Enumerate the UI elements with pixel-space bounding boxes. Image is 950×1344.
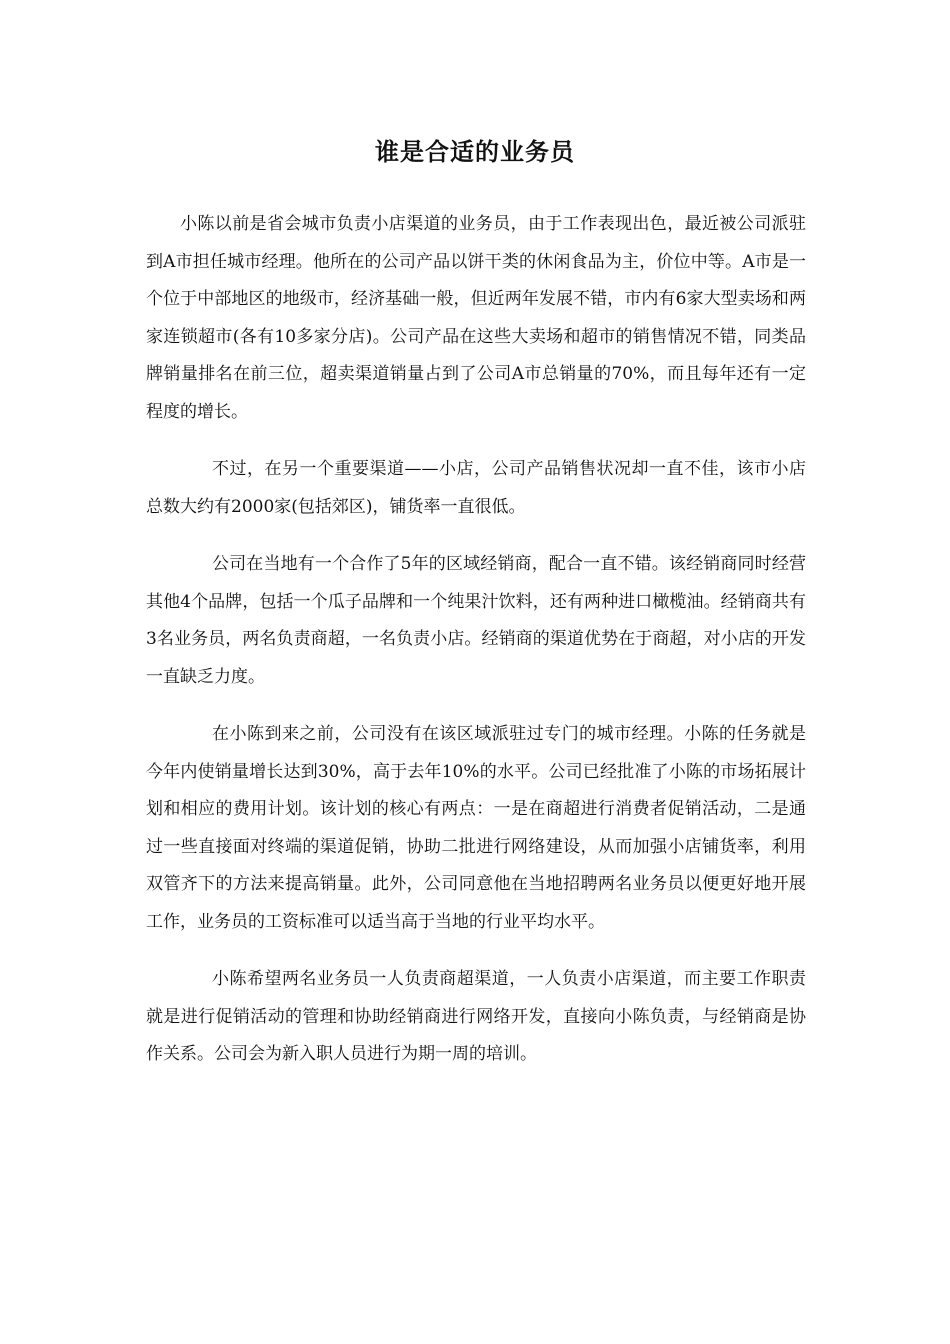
document-body xyxy=(146,206,806,1094)
document-title: 谁是合适的业务员 xyxy=(375,138,575,166)
paragraph-3: 公司在当地有一个合作了5年的区域经销商，配合一直不错。该经销商同时经营其他4个品牌，包括一个瓜子品牌和一个纯果汁饮料，还有两种进口橄榄油。经销商共有3名业务员，两名负责商超，一名负责小店。经销商的渠道优势在于商超，对小店的开发一直缺乏力度。 xyxy=(146,554,806,687)
paragraph-1: 小陈以前是省会城市负责小店渠道的业务员，由于工作表现出色，最近被公司派驻到A市担任城市经理。他所在的公司产品以饼干类的休闲食品为主，价位中等。A市是一个位于中部地区的地级市，经济基础一般，但近两年发展不错，市内有6家大型卖场和两家连锁超市(各有10多家分店)。公司产品在这些大卖场和超市的销售情况不错，同类品牌销量排名在前三位，超卖渠道销量占到了公司A市总销量的70%，而且每年还有一定程度的增长。 xyxy=(146,214,806,422)
paragraph-5: 小陈希望两名业务员一人负责商超渠道，一人负责小店渠道，而主要工作职责就是进行促销活动的管理和协助经销商进行网络开发，直接向小陈负责，与经销商是协作关系。公司会为新入职人员进行为期一周的培训。 xyxy=(146,969,806,1064)
paragraph-4: 在小陈到来之前，公司没有在该区域派驻过专门的城市经理。小陈的任务就是今年内使销量增长达到30%，高于去年10%的水平。公司已经批准了小陈的市场拓展计划和相应的费用计划。该计划的核心有两点：一是在商超进行消费者促销活动，二是通过一些直接面对终端的渠道促销，协助二批进行网络建设，从而加强小店铺货率，利用双管齐下的方法来提高销量。此外，公司同意他在当地招聘两名业务员以便更好地开展工作，业务员的工资标准可以适当高于当地的行业平均水平。 xyxy=(146,724,806,932)
paragraph-2: 不过，在另一个重要渠道——小店，公司产品销售状况却一直不佳，该市小店总数大约有2000家(包括郊区)，铺货率一直很低。 xyxy=(146,459,806,517)
